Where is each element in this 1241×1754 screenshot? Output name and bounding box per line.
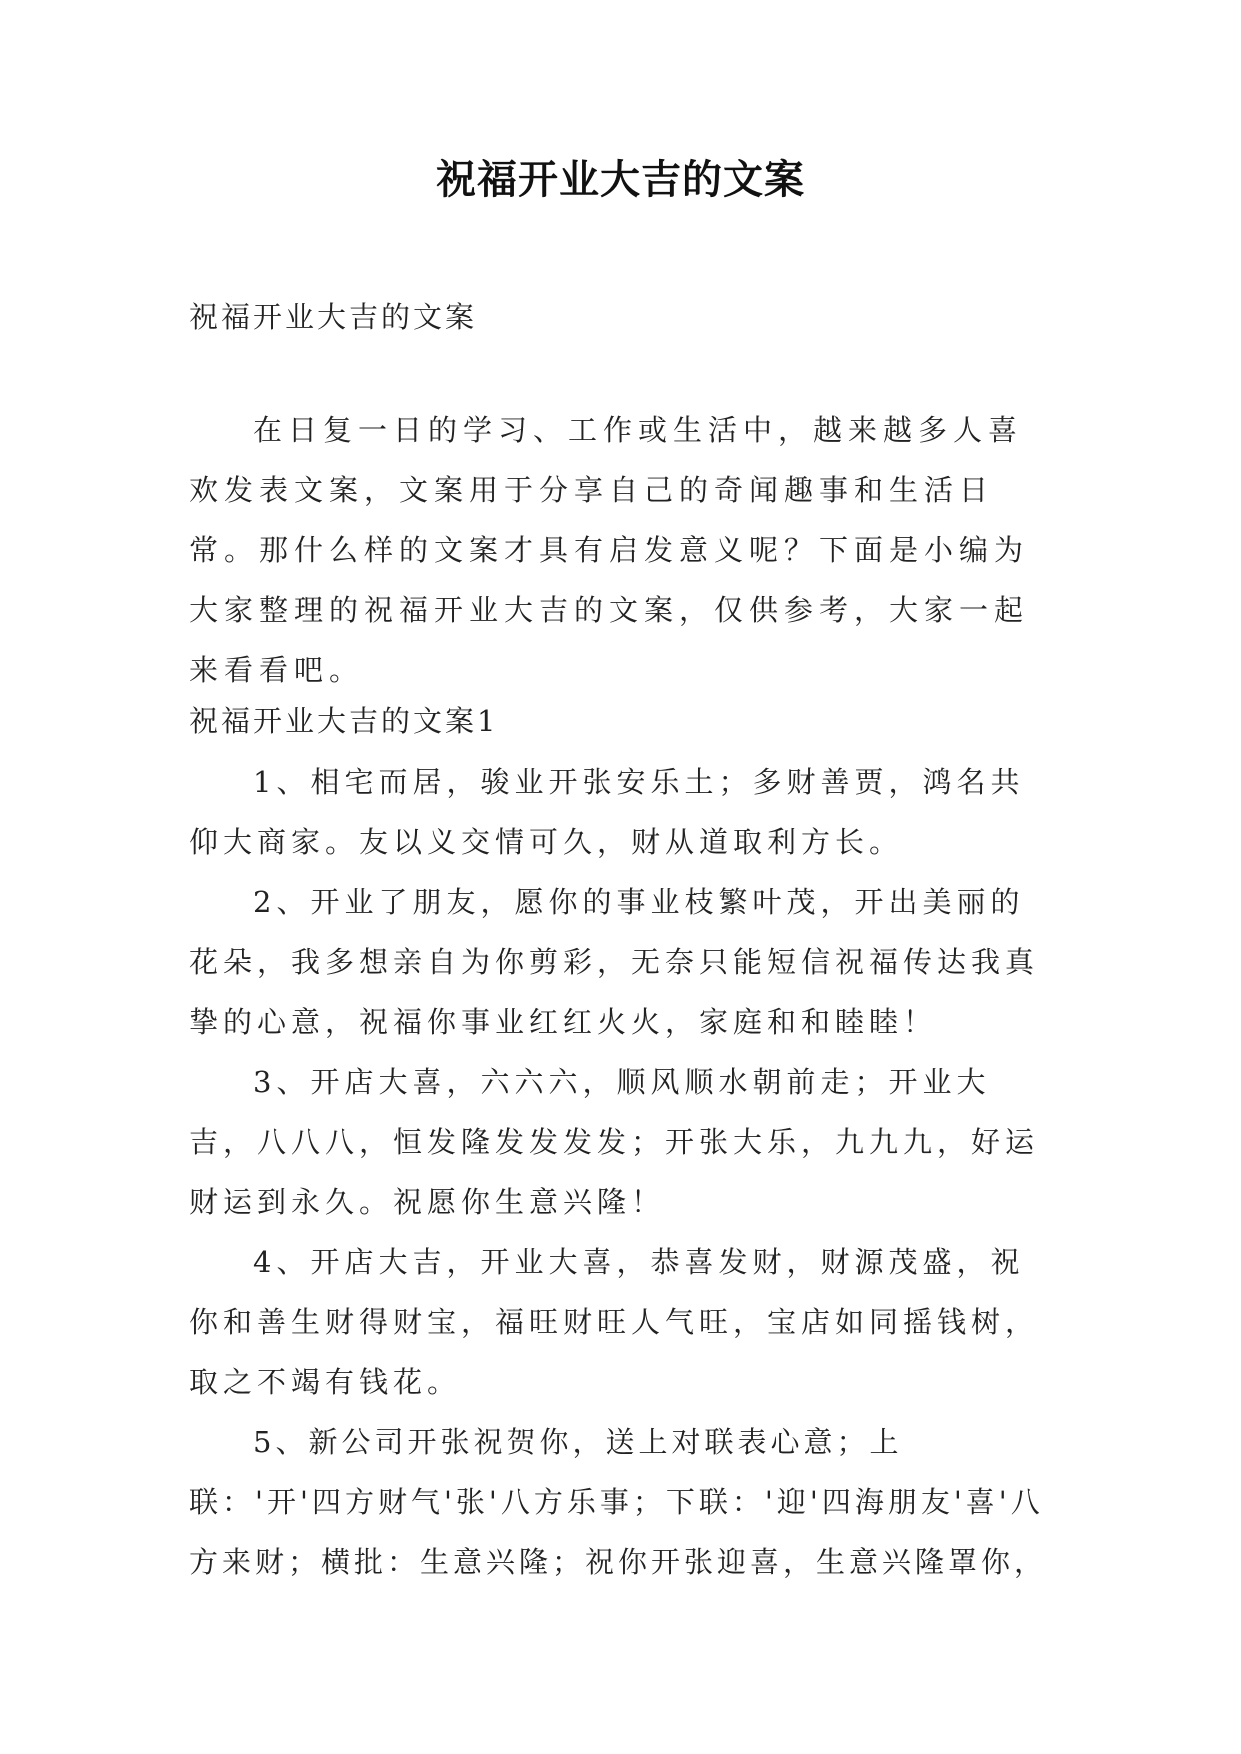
list-item: 4、开店大吉，开业大喜，恭喜发财，财源茂盛，祝你和善生财得财宝，福旺财旺人气旺，宝店如同摇钱树，取之不竭有钱花。: [189, 1245, 1040, 1399]
greeting-list: [189, 752, 1049, 1592]
intro-paragraph: 在日复一日的学习、工作或生活中，越来越多人喜欢发表文案，文案用于分享自己的奇闻趣事和生活日常。那什么样的文案才具有启发意义呢？下面是小编为大家整理的祝福开业大吉的文案，仅供参考，大家一起来看看吧。: [189, 413, 1030, 687]
list-item: 2、开业了朋友，愿你的事业枝繁叶茂，开出美丽的花朵，我多想亲自为你剪彩，无奈只能短信祝福传达我真挚的心意，祝福你事业红红火火，家庭和和睦睦！: [189, 885, 1040, 1039]
list-item: 5、新公司开张祝贺你，送上对联表心意；上联：'开'四方财气'张'八方乐事；下联：'迎'四海朋友'喜'八方来财；横批：生意兴隆；祝你开张迎喜，生意兴隆罩你，: [189, 1425, 1048, 1579]
document-title: 祝福开业大吉的文案: [436, 156, 805, 203]
list-item: 1、相宅而居，骏业开张安乐土；多财善贾，鸿名共仰大商家。友以义交情可久，财从道取利方长。: [189, 765, 1025, 859]
section-heading: 祝福开业大吉的文案1: [189, 704, 499, 738]
list-item: 3、开店大喜，六六六，顺风顺水朝前走；开业大吉，八八八，恒发隆发发发发；开张大乐，九九九，好运财运到永久。祝愿你生意兴隆！: [189, 1065, 1040, 1219]
document-subtitle: 祝福开业大吉的文案: [189, 300, 478, 334]
